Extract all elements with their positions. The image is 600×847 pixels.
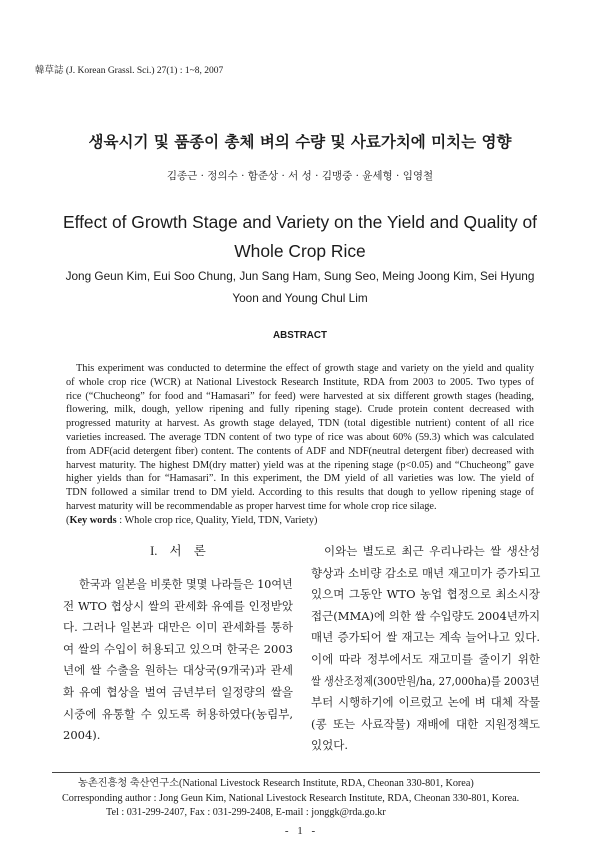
abstract-line: harvest maturity. The highest DM(dry matter) yield was at the ripening stage (p<0.05) and “Chucheong” gave bbox=[66, 459, 534, 471]
intro-right-line: 쌀 생산조정제(300만원/ha, 27,000ha)를 2003년 bbox=[311, 673, 540, 688]
journal-header: 韓草誌 (J. Korean Grassl. Sci.) 27(1) : 1~8, 2007 bbox=[35, 66, 224, 76]
authors-korean: 김종근 · 정의수 · 함준상 · 서 성 · 김맹중 · 윤세형 · 임영철 bbox=[166, 170, 434, 182]
authors-english-line: Jong Geun Kim, Eui Soo Chung, Jun Sang Ham, Sung Seo, Meing Joong Kim, Sei Hyung bbox=[65, 269, 535, 283]
authors-english-line: Yoon and Young Chul Lim bbox=[232, 291, 368, 305]
intro-left-line: 여 쌀의 수입이 허용되고 있으며 한국은 2003 bbox=[63, 641, 293, 656]
abstract-line: of whole crop rice (WCR) at National Livestock Research Institute, RDA from 2003 to 2005. Two types of bbox=[66, 376, 534, 388]
intro-right-line: 접근(MMA)에 의한 쌀 수입량도 2004년까지 bbox=[311, 608, 541, 623]
intro-left-line: 전 WTO 협상시 쌀의 관세화 유예를 인정받았 bbox=[63, 598, 293, 613]
section-heading-introduction: I. 서 론 bbox=[150, 544, 206, 558]
key-words-line bbox=[66, 514, 534, 528]
abstract-line: harvest maturity will be recommendable as proper harvest time for whole crop rice silage. bbox=[66, 501, 437, 512]
abstract-line: rice (“Chucheong” for food and “Hamasari” for feed) were harvested at six different growth stages (heading, bbox=[66, 390, 534, 402]
footnote-corresponding-author: Corresponding author : Jong Geun Kim, National Livestock Research Institute, RDA, Cheonan 330-801, Korea. bbox=[62, 793, 520, 804]
abstract-line: This experiment was conducted to determine the effect of growth stage and variety on the yield and quality bbox=[76, 363, 534, 374]
key-words-label: Key words bbox=[69, 514, 117, 526]
abstract-line: flowering, milk, dough, yellow ripening and fully ripening stage). Crude protein content decreased with bbox=[66, 404, 534, 416]
page-number: - 1 - bbox=[284, 825, 316, 837]
intro-right-line: 향상과 소비량 감소로 매년 재고미가 증가되고 bbox=[311, 565, 541, 580]
intro-right-line: (콩 또는 사료작물) 재배에 대한 지원정책도 bbox=[311, 716, 540, 731]
title-english-line: Whole Crop Rice bbox=[234, 241, 366, 261]
intro-left-line: 년에 쌀 수출을 원하는 대상국(9개국)과 관세 bbox=[63, 663, 293, 678]
intro-left-line: 2004). bbox=[63, 728, 101, 743]
abstract-line: varieties increased. The average TDN content of two type of rice was about 60% (59.3) which was calculated bbox=[66, 432, 534, 443]
intro-left-line: 시중에 유통할 수 있도록 허용하였다(농림부, bbox=[63, 706, 293, 721]
intro-right-line: 이에 따라 정부에서도 재고미를 줄이기 위한 bbox=[311, 652, 540, 666]
abstract-heading: ABSTRACT bbox=[273, 330, 327, 341]
intro-right-line: 매년 증가되어 쌀 재고는 계속 늘어나고 있다. bbox=[311, 630, 540, 645]
intro-left-line: 한국과 일본을 비롯한 몇몇 나라들은 10여년 bbox=[79, 577, 293, 591]
abstract-line: TDN followed a similar trend to DM yield. According to this results that dough to yellow ripening stage of bbox=[66, 487, 534, 499]
intro-right-line: 이와는 별도로 최근 우리나라는 쌀 생산성 bbox=[324, 544, 540, 558]
abstract-line: from ADF(acid detergent fiber) content. The contents of ADF and NDF(neutral detergent fiber) decreased with bbox=[66, 445, 534, 457]
intro-right-line: 부터 시행하기에 이르렀고 논에 벼 대체 작물 bbox=[311, 695, 540, 710]
title-english-line: Effect of Growth Stage and Variety on the Yield and Quality of bbox=[62, 212, 538, 232]
footnote-divider bbox=[52, 772, 540, 773]
key-words-open: ( bbox=[66, 514, 70, 526]
intro-right-line: 있었다. bbox=[311, 738, 348, 753]
abstract-line: progressed maturity at harvest. As growth stage delayed, TDN (total digestible nutrient) content of all rice bbox=[66, 418, 534, 430]
intro-left-line: 화 유예 협상을 벌여 금년부터 일정량의 쌀을 bbox=[63, 685, 293, 699]
title-korean: 생육시기 및 품종이 총체 벼의 수량 및 사료가치에 미치는 영향 bbox=[88, 133, 512, 151]
footnote-contact: Tel : 031-299-2407, Fax : 031-299-2408, E-mail : jonggk@rda.go.kr bbox=[106, 807, 386, 818]
abstract-line: higher yields than for “Hamasari”. In this experiment, the DM yield of all varieties was low. The yield of bbox=[66, 473, 534, 485]
footnote-affiliation: 농촌진흥청 축산연구소(National Livestock Research Institute, RDA, Cheonan 330-801, Korea) bbox=[78, 778, 474, 789]
intro-left-line: 다. 그러나 일본과 대만은 이미 관세화를 통하 bbox=[63, 620, 293, 635]
key-words-list: : Whole crop rice, Quality, Yield, TDN, Variety) bbox=[116, 514, 318, 526]
intro-right-line: 있으며 그동안 WTO 농업 협정으로 최소시장 bbox=[311, 587, 540, 602]
